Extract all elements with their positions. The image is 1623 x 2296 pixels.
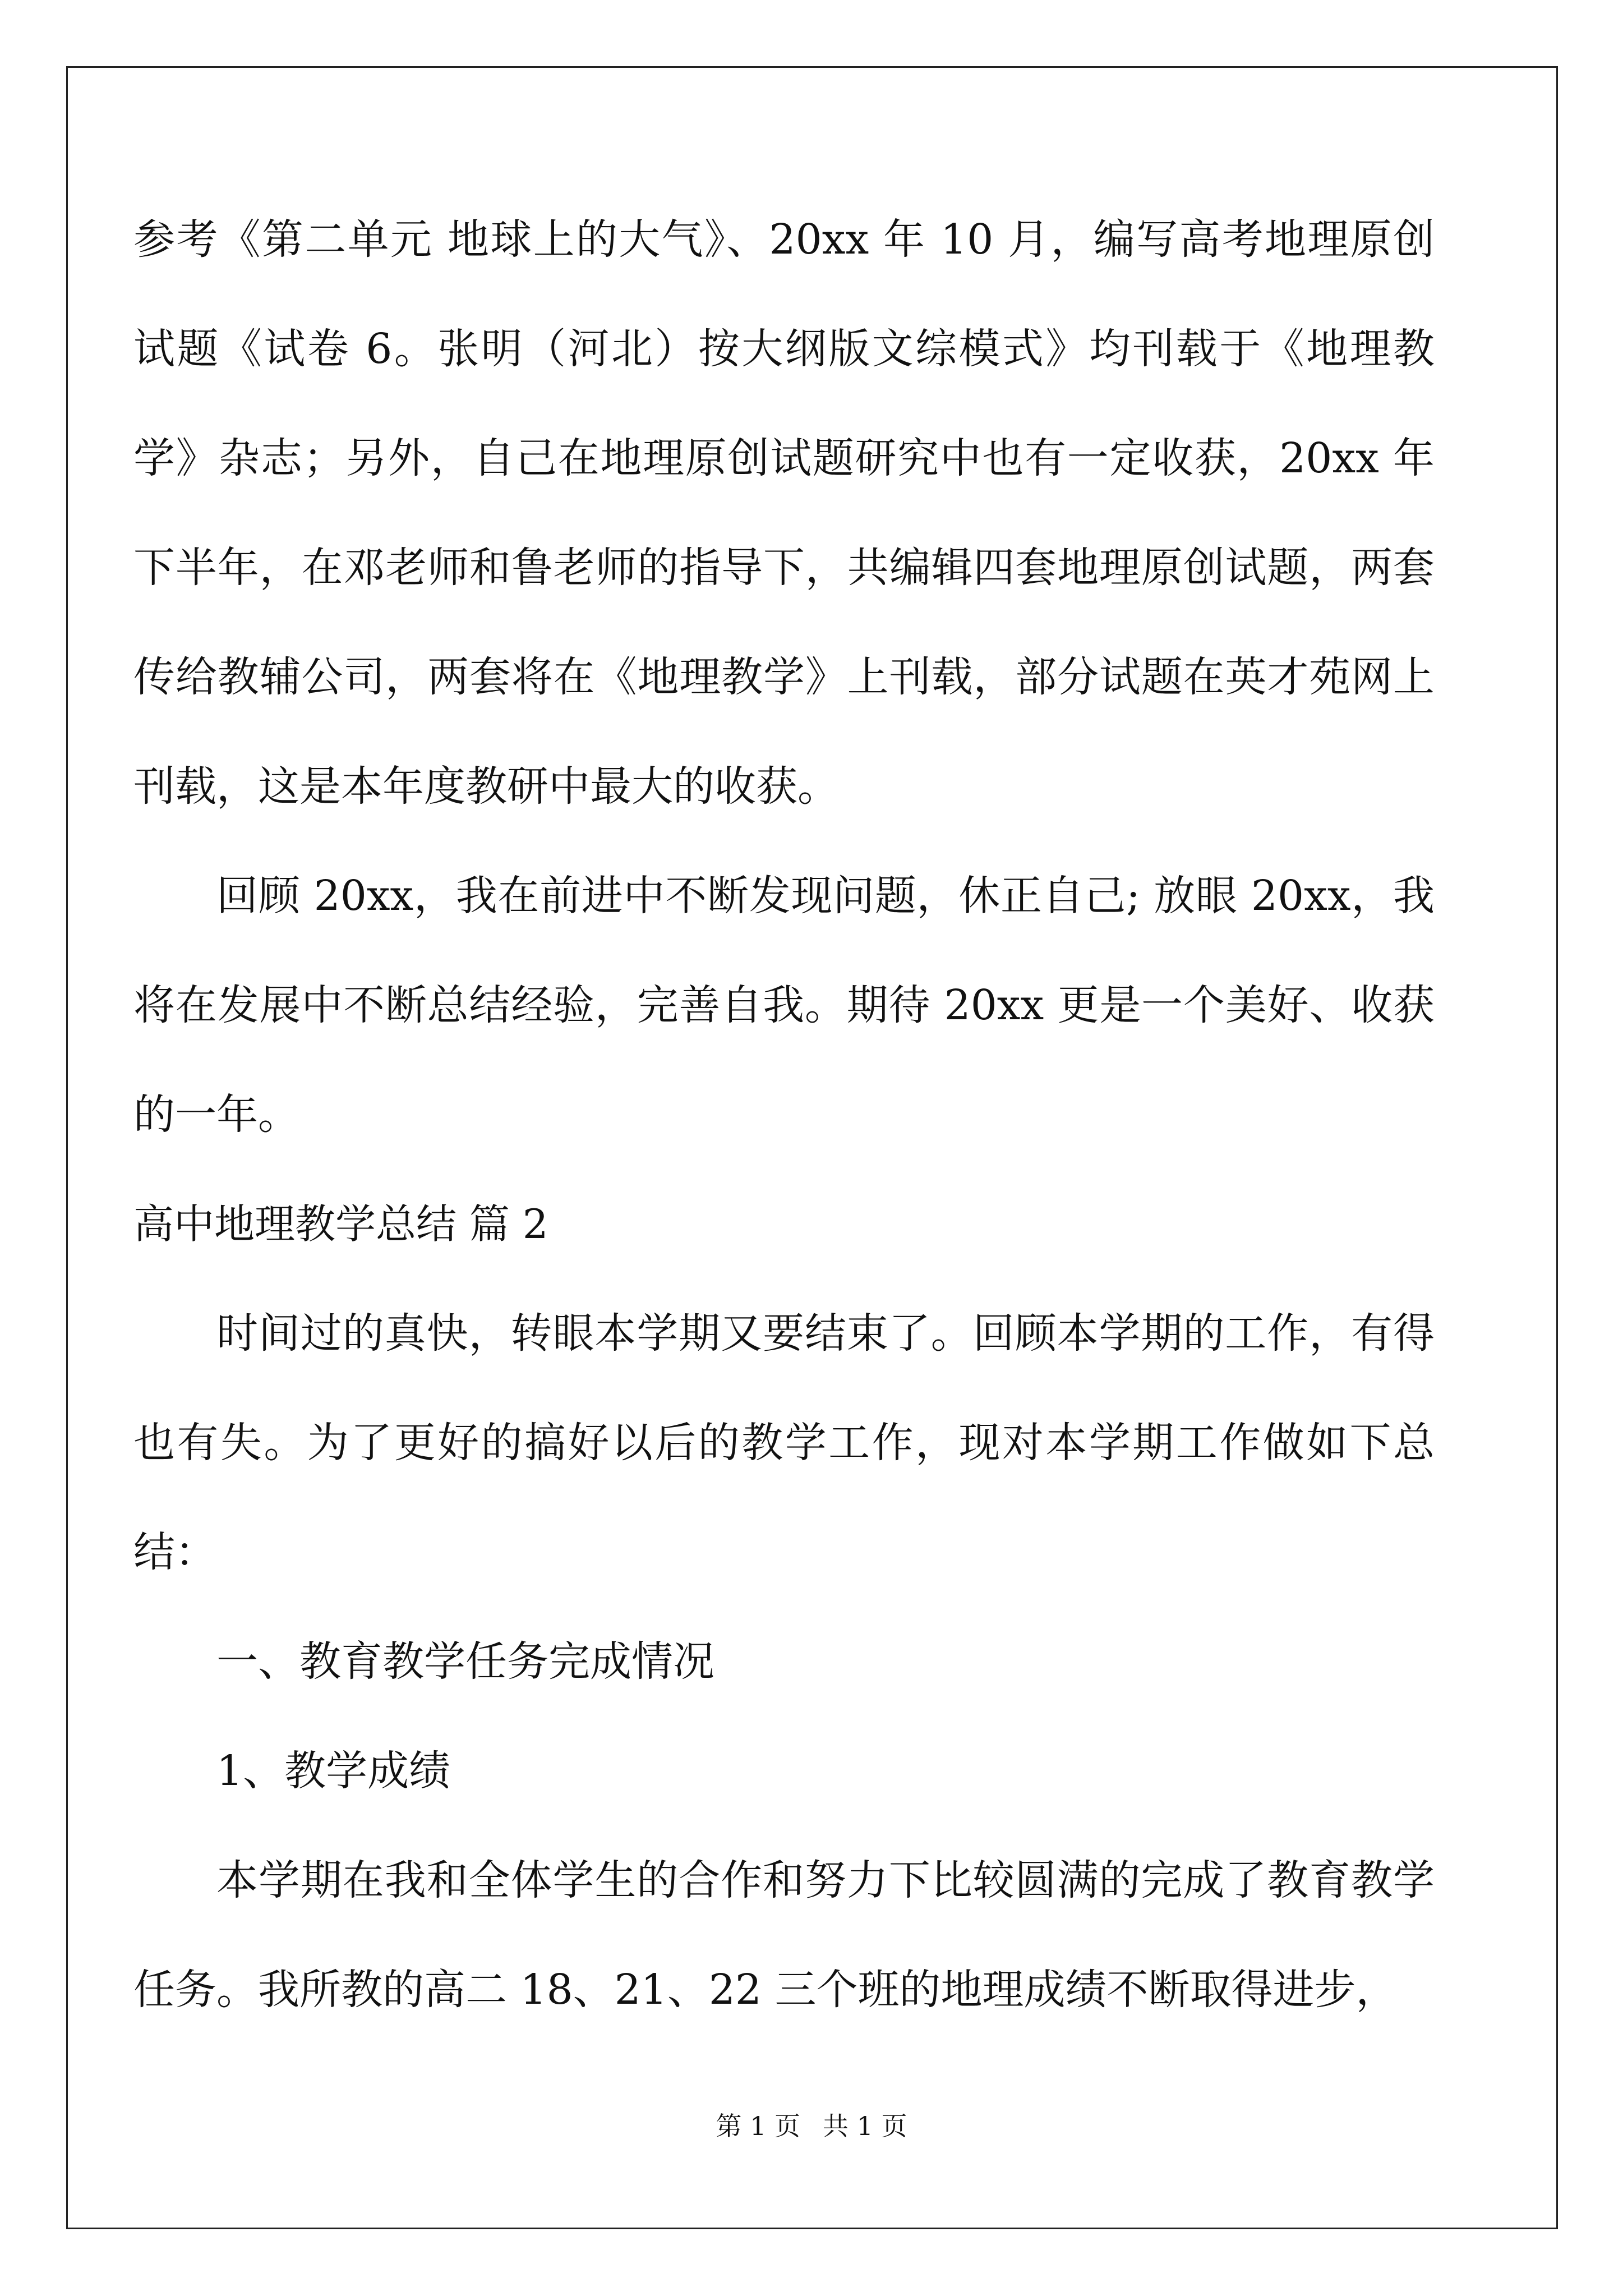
paragraph-review: 回顾 20xx，我在前进中不断发现问题，休正自己; 放眼 20xx，我将在发展中不断总结经验，完善自我。期待 20xx 更是一个美好、收获的一年。 (133, 872, 1435, 1139)
page-number-total: 共 1 页 (823, 2111, 907, 2141)
document-body (133, 185, 1435, 2047)
page-footer (0, 2109, 1623, 2143)
paragraph-intro: 时间过的真快，转眼本学期又要结束了。回顾本学期的工作，有得也有失。为了更好的搞好以后的教学工作，现对本学期工作做如下总结： (133, 1309, 1435, 1576)
page-number-current: 第 1 页 (716, 2111, 800, 2141)
paragraph-results: 本学期在我和全体学生的合作和努力下比较圆满的完成了教育教学任务。我所教的高二 18、21、22 三个班的地理成绩不断取得进步， (133, 1856, 1435, 2014)
paragraph-continued: 参考《第二单元 地球上的大气》、20xx 年 10 月，编写高考地理原创试题《试卷 6。张明（河北）按大纲版文综模式》均刊载于《地理教学》杂志；另外，自己在地理原创试题研究中也有一定收获，20xx 年下半年，在邓老师和鲁老师的指导下，共编辑四套地理原创试题，两套传给教辅公司，两套将在《地理教学》上刊载，部分试题在英才苑网上刊载，这是本年度教研中最大的收获。 (133, 215, 1435, 811)
subheading-results: 1、教学成绩 (216, 1747, 451, 1795)
section-heading: 高中地理教学总结 篇 2 (133, 1200, 548, 1248)
subheading-tasks: 一、教育教学任务完成情况 (216, 1637, 714, 1686)
